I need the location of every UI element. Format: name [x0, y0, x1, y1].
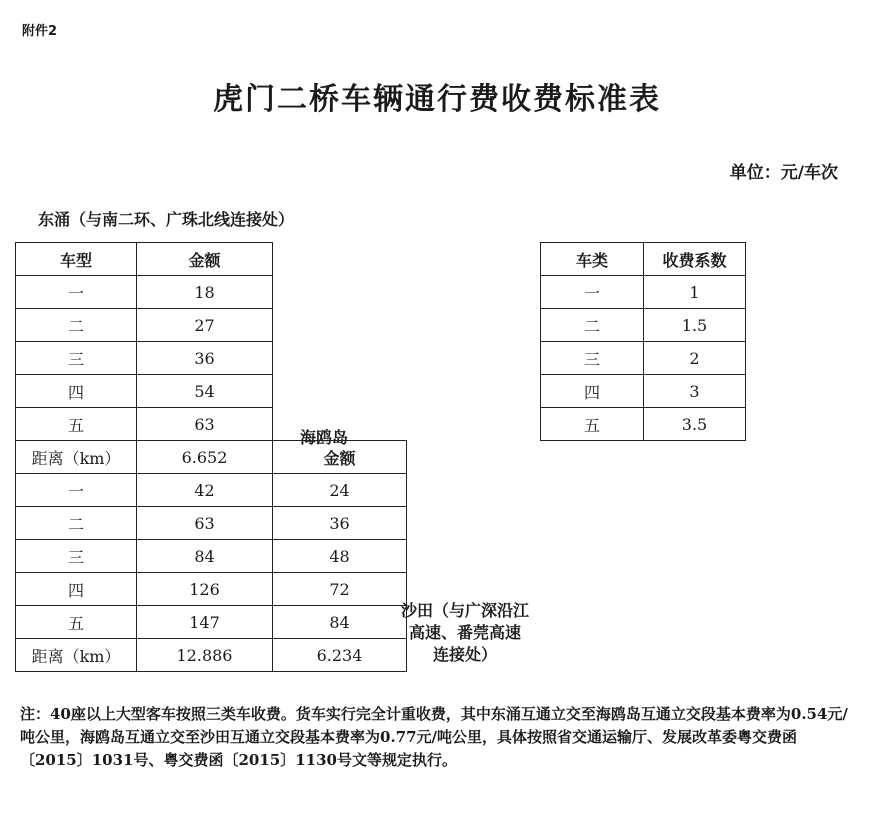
vehicle-class-cell: 三 [540, 341, 644, 375]
shatian-line: 连接处） [432, 645, 497, 664]
vehicle-type-cell: 一 [15, 473, 137, 507]
amount-cell: 27 [136, 308, 273, 342]
shatian-line: 沙田（与广深沿江 [400, 601, 529, 620]
section-dongyong: 东涌（与南二环、广珠北线连接处） [38, 210, 295, 229]
vehicle-class-cell: 二 [540, 308, 644, 342]
amount-cell: 72 [272, 572, 407, 606]
distance-label-cell: 距离（km） [15, 440, 137, 474]
amount-cell: 54 [136, 374, 273, 408]
coefficient-cell: 2 [643, 341, 746, 375]
coefficient-cell: 3 [643, 374, 746, 408]
distance-cell: 6.234 [272, 638, 407, 672]
header-cell: 收费系数 [643, 242, 746, 276]
distance-label-cell: 距离（km） [15, 638, 137, 672]
coefficient-cell: 1.5 [643, 308, 746, 342]
vehicle-class-cell: 五 [540, 407, 644, 441]
amount-cell: 63 [136, 506, 273, 540]
vehicle-class-cell: 一 [540, 275, 644, 309]
vehicle-type-cell: 二 [15, 308, 137, 342]
amount-cell: 84 [136, 539, 273, 573]
distance-cell: 6.652 [136, 440, 273, 474]
attachment-label: 附件2 [22, 24, 58, 39]
unit-label: 单位：元/车次 [729, 163, 838, 183]
page-title: 虎门二桥车辆通行费收费标准表 [213, 82, 661, 117]
amount-cell: 84 [272, 605, 407, 639]
vehicle-type-cell: 二 [15, 506, 137, 540]
vehicle-type-cell: 一 [15, 275, 137, 309]
header-cell: 车型 [15, 242, 137, 276]
amount-cell: 63 [136, 407, 273, 441]
header-cell: 金额 [272, 440, 407, 474]
header-cell: 金额 [136, 242, 273, 276]
vehicle-type-cell: 四 [15, 572, 137, 606]
coefficient-cell: 1 [643, 275, 746, 309]
vehicle-type-cell: 五 [15, 407, 137, 441]
amount-cell: 18 [136, 275, 273, 309]
amount-cell: 126 [136, 572, 273, 606]
distance-cell: 12.886 [136, 638, 273, 672]
vehicle-type-cell: 四 [15, 374, 137, 408]
amount-cell: 147 [136, 605, 273, 639]
vehicle-type-cell: 三 [15, 341, 137, 375]
vehicle-type-cell: 五 [15, 605, 137, 639]
shatian-line: 高速、番莞高速 [408, 623, 521, 642]
coefficient-cell: 3.5 [643, 407, 746, 441]
amount-cell: 36 [272, 506, 407, 540]
amount-cell: 24 [272, 473, 407, 507]
vehicle-type-cell: 三 [15, 539, 137, 573]
header-cell: 车类 [540, 242, 644, 276]
vehicle-class-cell: 四 [540, 374, 644, 408]
amount-cell: 42 [136, 473, 273, 507]
amount-cell: 48 [272, 539, 407, 573]
amount-cell: 36 [136, 341, 273, 375]
section-shatian [394, 600, 536, 666]
section-haiou: 海鸥岛 [300, 428, 349, 447]
footnote: 注：40座以上大型客车按照三类车收费。货车实行完全计重收费，其中东涌互通立交至海鸥岛互通立交段基本费率为0.54元/吨公里，海鸥岛互通立交至沙田互通立交段基本费率为0.77元/吨公里，具体按照省交通运输厅、发展改革委粤交费函〔2015〕1031号、粤交费函〔2015〕1130号文等规定执行。 [20, 705, 848, 769]
